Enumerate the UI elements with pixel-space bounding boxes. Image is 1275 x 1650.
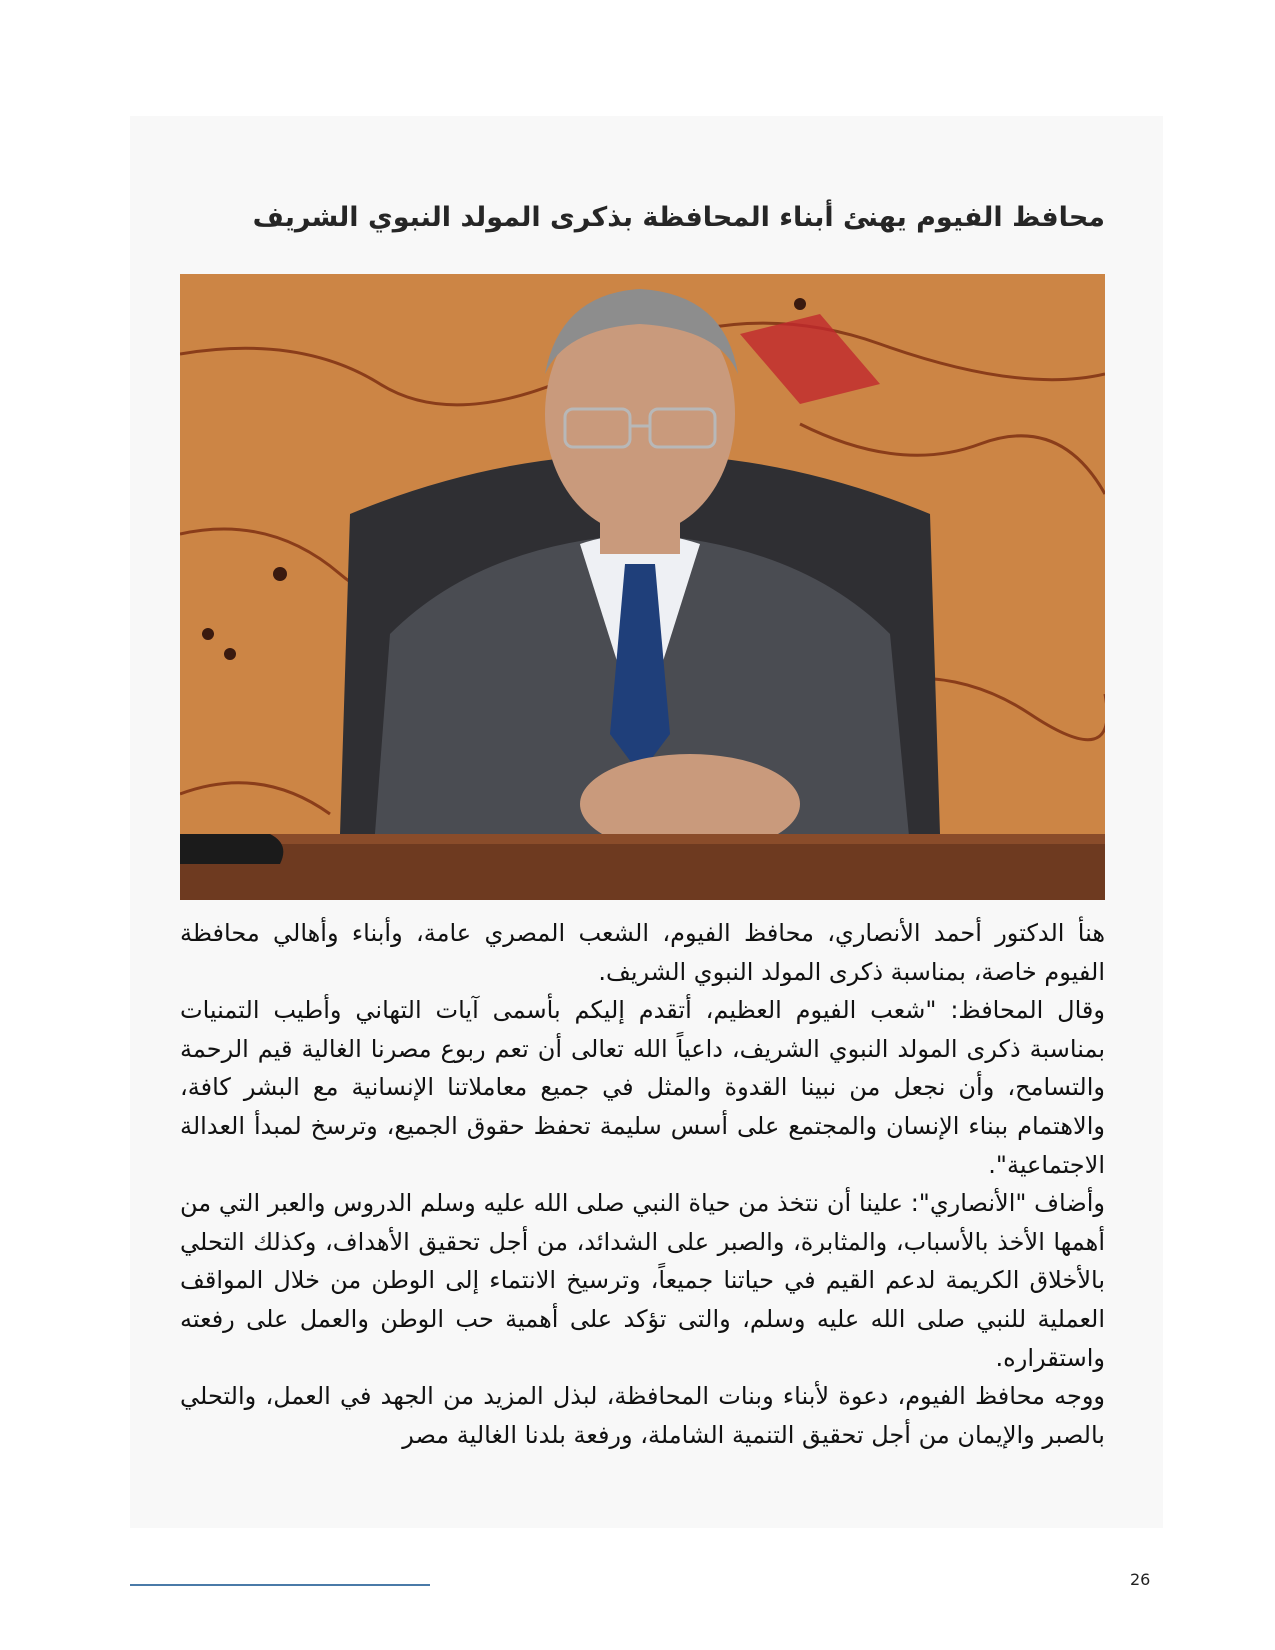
article-title: محافظ الفيوم يهنئ أبناء المحافظة بذكرى المولد النبوي الشريف — [252, 202, 1105, 233]
portrait-photo-icon — [180, 274, 1105, 900]
article-body — [180, 914, 1105, 1454]
page-number: 26 — [1130, 1570, 1151, 1589]
footer-divider — [130, 1584, 430, 1586]
portrait-photo — [180, 274, 1105, 900]
paragraph-3: وأضاف "الأنصاري": علينا أن نتخذ من حياة النبي صلى الله عليه وسلم الدروس والعبر التي من أهمها الأخذ بالأسباب، والمثابرة، والصبر على الشدائد، من أجل تحقيق الأهداف، وكذلك التحلي بالأخلاق الكريمة لدعم القيم في حياتنا جميعاً، وترسيخ الانتماء إلى الوطن من خلال المواقف العملية للنبي صلى الله عليه وسلم، والتى تؤكد على أهمية حب الوطن والعمل على رفعته واستقراره. — [180, 1189, 1105, 1372]
paragraph-4: ووجه محافظ الفيوم، دعوة لأبناء وبنات المحافظة، لبذل المزيد من الجهد في العمل، والتحلي بالصبر والإيمان من أجل تحقيق التنمية الشاملة، ورفعة بلدنا الغالية مصر — [180, 1382, 1105, 1449]
paragraph-1: هنأ الدكتور أحمد الأنصاري، محافظ الفيوم، الشعب المصري عامة، وأبناء وأهالي محافظة الفيوم خاصة، بمناسبة ذكرى المولد النبوي الشريف. — [180, 919, 1105, 986]
paragraph-2: وقال المحافظ: "شعب الفيوم العظيم، أتقدم إليكم بأسمى آيات التهاني وأطيب التمنيات بمناسبة ذكرى المولد النبوي الشريف، داعياً الله تعالى أن تعم ربوع مصرنا الغالية قيم الرحمة والتسامح، وأن نجعل من نبينا القدوة والمثل في جميع معاملاتنا الإنسانية مع البشر كافة، والاهتمام ببناء الإنسان والمجتمع على أسس سليمة تحفظ حقوق الجميع، وترسخ لمبدأ العدالة الاجتماعية". — [180, 996, 1105, 1179]
